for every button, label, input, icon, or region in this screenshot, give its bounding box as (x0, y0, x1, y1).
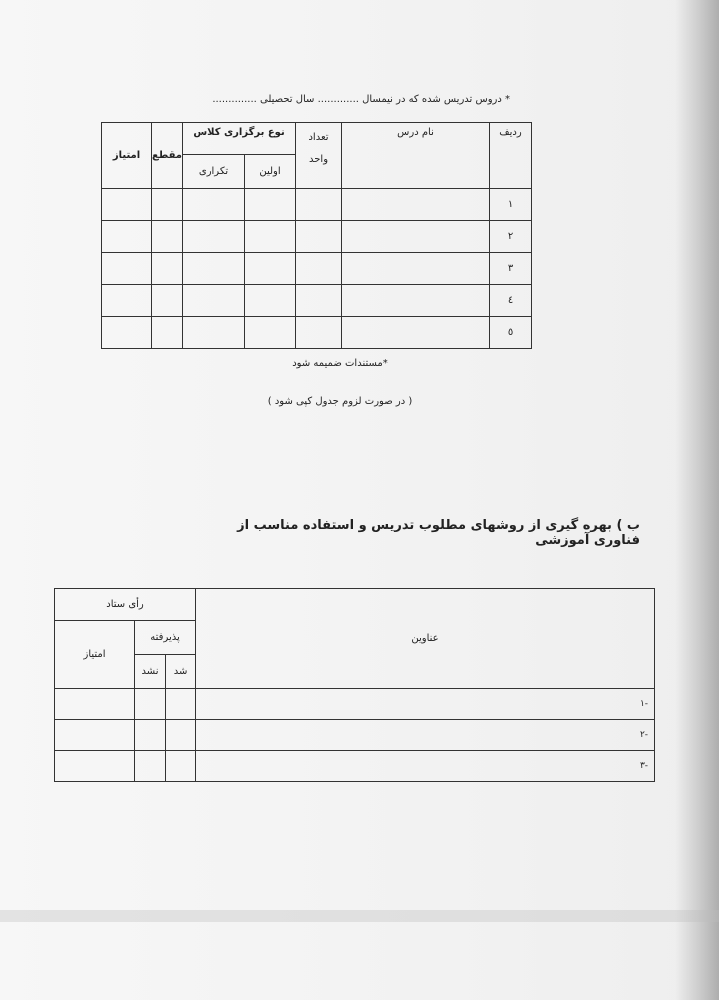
header-titles: عناوین (196, 589, 655, 689)
cell-first[interactable] (245, 285, 296, 317)
row-number: ۱ (490, 189, 532, 221)
header-units-line2: واحد (308, 154, 329, 165)
teaching-methods-table (54, 588, 655, 782)
header-units (296, 123, 342, 189)
header-first: اولین (245, 155, 296, 189)
header-score: امتیاز (102, 123, 152, 189)
header-no: نشد (135, 655, 166, 689)
header-yes: شد (166, 655, 196, 689)
cell-repeat[interactable] (183, 253, 245, 285)
cell-score[interactable] (102, 189, 152, 221)
scan-shadow-right (675, 0, 719, 1000)
item-label: -۲ (196, 720, 655, 751)
copy-table-note: ( در صورت لزوم جدول کپی شود ) (267, 396, 413, 407)
header-committee-vote: رأی ستاد (55, 589, 196, 621)
cell-course-name[interactable] (342, 285, 490, 317)
cell-level[interactable] (152, 253, 183, 285)
cell-level[interactable] (152, 317, 183, 349)
taught-courses-heading: * دروس تدریس شده که در نیمسال ............. سال تحصیلی .............. (212, 94, 510, 105)
cell-course-name[interactable] (342, 221, 490, 253)
cell-level[interactable] (152, 285, 183, 317)
cell-score[interactable] (102, 253, 152, 285)
cell-score[interactable] (55, 751, 135, 782)
cell-first[interactable] (245, 221, 296, 253)
cell-score[interactable] (55, 720, 135, 751)
row-number: ٥ (490, 317, 532, 349)
row-number: ٤ (490, 285, 532, 317)
cell-repeat[interactable] (183, 221, 245, 253)
item-label: -۱ (196, 689, 655, 720)
row-number: ۲ (490, 221, 532, 253)
cell-level[interactable] (152, 221, 183, 253)
cell-course-name[interactable] (342, 317, 490, 349)
header-accepted: پذیرفته (135, 621, 196, 655)
header-class-type: نوع برگزاری کلاس (183, 123, 296, 155)
cell-repeat[interactable] (183, 285, 245, 317)
cell-yes[interactable] (166, 720, 196, 751)
cell-no[interactable] (135, 689, 166, 720)
attach-documents-note: *مستندات ضمیمه شود (292, 358, 388, 369)
table-row (55, 720, 655, 751)
cell-first[interactable] (245, 317, 296, 349)
table-row (55, 689, 655, 720)
cell-no[interactable] (135, 751, 166, 782)
cell-units[interactable] (296, 285, 342, 317)
cell-level[interactable] (152, 189, 183, 221)
scan-shadow-bottom (0, 910, 719, 922)
table-row (102, 253, 532, 285)
cell-repeat[interactable] (183, 189, 245, 221)
table-row (102, 317, 532, 349)
cell-course-name[interactable] (342, 189, 490, 221)
header-radif: ردیف (490, 123, 532, 189)
cell-repeat[interactable] (183, 317, 245, 349)
header-units-line1: تعداد (308, 132, 329, 143)
header-repeat: تکراری (183, 155, 245, 189)
row-number: ۳ (490, 253, 532, 285)
cell-units[interactable] (296, 221, 342, 253)
cell-first[interactable] (245, 189, 296, 221)
cell-units[interactable] (296, 189, 342, 221)
section-b-title: ب ) بهره گیری از روشهای مطلوب تدریس و استفاده مناسب از فناوری آموزشی (237, 518, 640, 548)
table-row (55, 751, 655, 782)
cell-score[interactable] (55, 689, 135, 720)
cell-first[interactable] (245, 253, 296, 285)
table-row (102, 221, 532, 253)
cell-no[interactable] (135, 720, 166, 751)
header-level: مقطع (152, 123, 183, 189)
header-course-name: نام درس (342, 123, 490, 189)
header-score: امتیاز (55, 621, 135, 689)
cell-score[interactable] (102, 317, 152, 349)
cell-yes[interactable] (166, 751, 196, 782)
cell-score[interactable] (102, 221, 152, 253)
table-row (102, 189, 532, 221)
taught-courses-table (101, 122, 532, 349)
item-label: -۳ (196, 751, 655, 782)
cell-units[interactable] (296, 317, 342, 349)
cell-course-name[interactable] (342, 253, 490, 285)
cell-yes[interactable] (166, 689, 196, 720)
cell-units[interactable] (296, 253, 342, 285)
cell-score[interactable] (102, 285, 152, 317)
table-row (102, 285, 532, 317)
